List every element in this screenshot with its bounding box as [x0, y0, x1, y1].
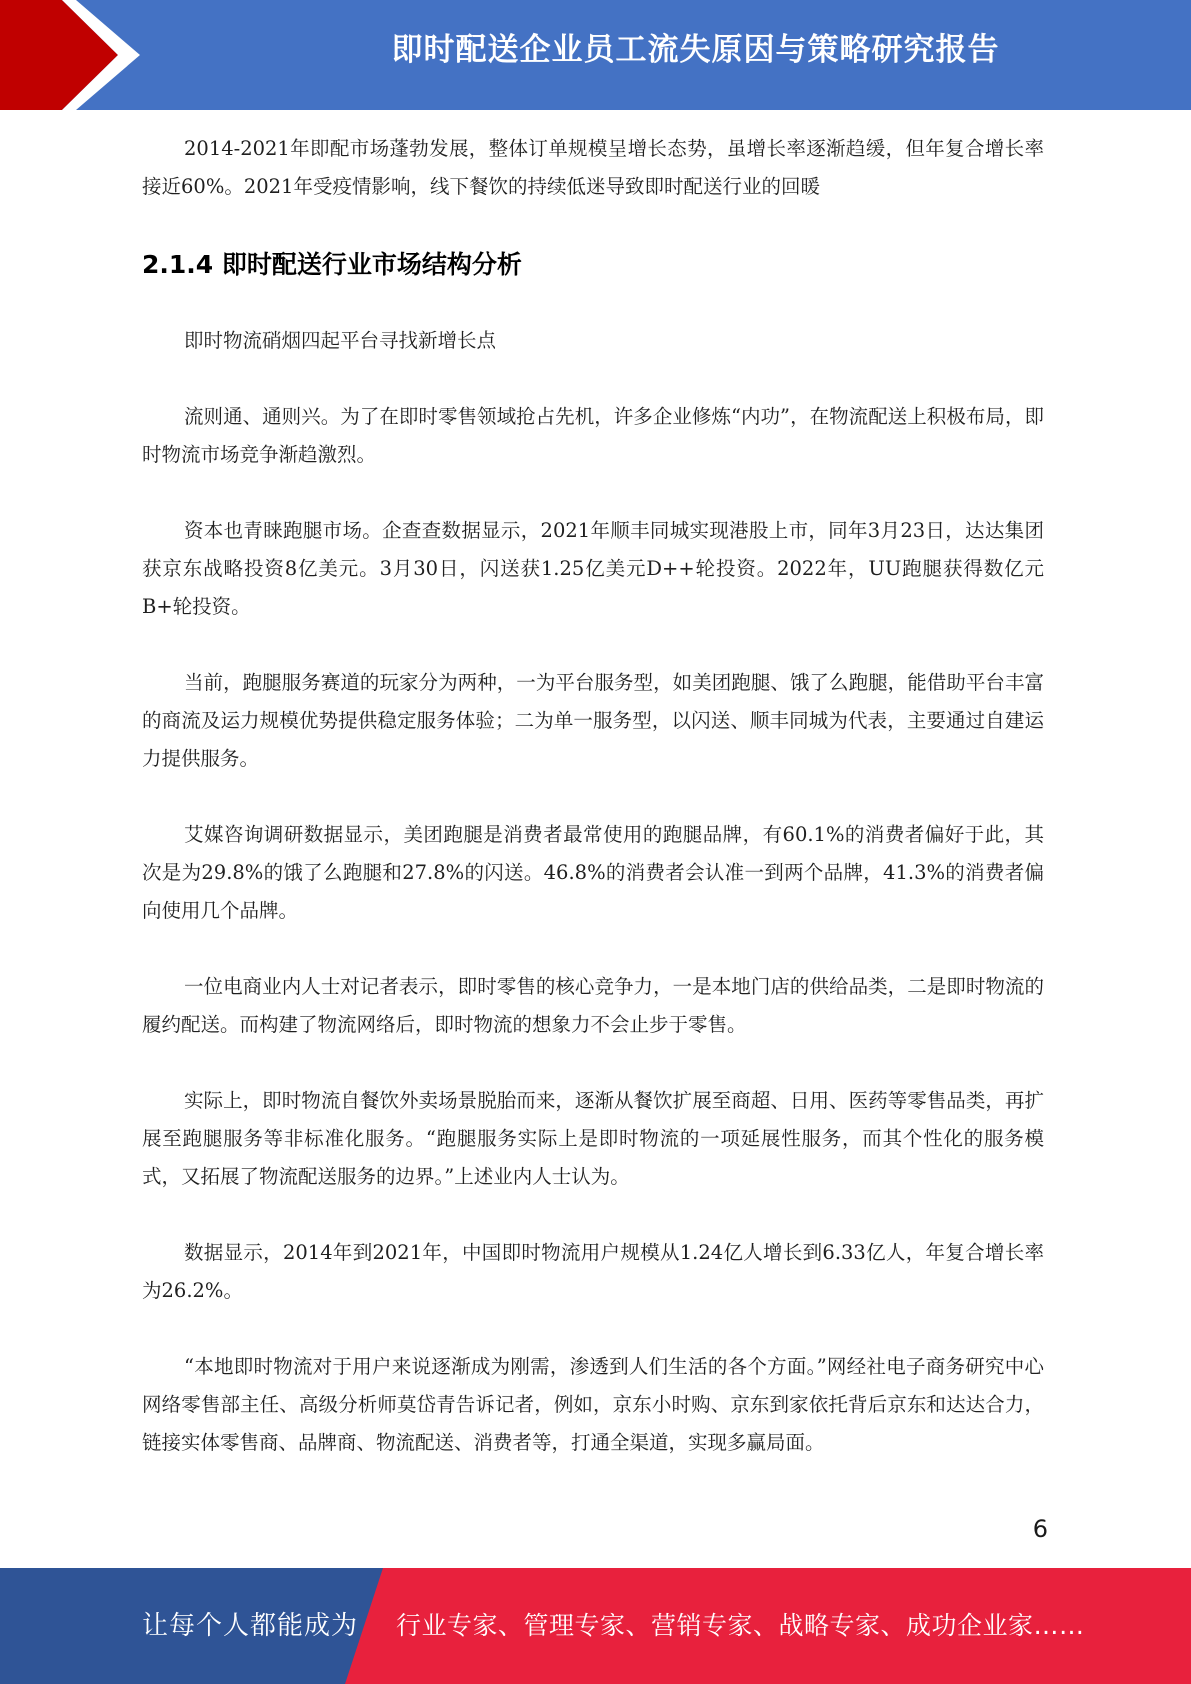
document-body: [142, 130, 1044, 1462]
header-banner: [0, 0, 1191, 110]
header-chevron-graphic: [0, 0, 160, 110]
paragraph: 资本也青睐跑腿市场。企查查数据显示，2021年顺丰同城实现港股上市，同年3月23日，达达集团获京东战略投资8亿美元。3月30日，闪送获1.25亿美元D++轮投资。2022年，UU跑腿获得数亿元B+轮投资。: [142, 519, 1044, 618]
paragraph: 当前，跑腿服务赛道的玩家分为两种，一为平台服务型，如美团跑腿、饿了么跑腿，能借助平台丰富的商流及运力规模优势提供稳定服务体验；二为单一服务型，以闪送、顺丰同城为代表，主要通过自建运力提供服务。: [142, 671, 1044, 770]
paragraph: 一位电商业内人士对记者表示，即时零售的核心竞争力，一是本地门店的供给品类，二是即时物流的履约配送。而构建了物流网络后，即时物流的想象力不会止步于零售。: [142, 975, 1044, 1036]
footer-banner: [0, 1568, 1191, 1684]
paragraph: 艾媒咨询调研数据显示，美团跑腿是消费者最常使用的跑腿品牌，有60.1%的消费者偏好于此，其次是为29.8%的饿了么跑腿和27.8%的闪送。46.8%的消费者会认准一到两个品牌，41.3%的消费者偏向使用几个品牌。: [142, 823, 1044, 922]
section-heading: 2.1.4 即时配送行业市场结构分析: [142, 250, 522, 279]
paragraph: 实际上，即时物流自餐饮外卖场景脱胎而来，逐渐从餐饮扩展至商超、日用、医药等零售品类，再扩展至跑腿服务等非标准化服务。“跑腿服务实际上是即时物流的一项延展性服务，而其个性化的服务模式，又拓展了物流配送服务的边界。”上述业内人士认为。: [142, 1089, 1044, 1188]
paragraph-subtitle: 即时物流硝烟四起平台寻找新增长点: [184, 329, 497, 352]
page-number: 6: [1032, 1515, 1048, 1543]
intro-paragraph: 2014-2021年即配市场蓬勃发展，整体订单规模呈增长态势，虽增长率逐渐趋缓，但年复合增长率接近60%。2021年受疫情影响，线下餐饮的持续低迷导致即时配送行业的回暖: [142, 137, 1044, 198]
paragraph: 流则通、通则兴。为了在即时零售领域抢占先机，许多企业修炼“内功”，在物流配送上积极布局，即时物流市场竞争渐趋激烈。: [142, 405, 1044, 466]
footer-slogan-right: 行业专家、管理专家、营销专家、战略专家、成功企业家……: [396, 1611, 1085, 1640]
chevron-red-shape: [0, 0, 118, 110]
paragraph: 数据显示，2014年到2021年，中国即时物流用户规模从1.24亿人增长到6.33亿人，年复合增长率为26.2%。: [142, 1241, 1044, 1302]
footer-slogan-left: 让每个人都能成为: [142, 1611, 359, 1641]
paragraph: “本地即时物流对于用户来说逐渐成为刚需，渗透到人们生活的各个方面。”网经社电子商务研究中心网络零售部主任、高级分析师莫岱青告诉记者，例如，京东小时购、京东到家依托背后京东和达达合力，链接实体零售商、品牌商、物流配送、消费者等，打通全渠道，实现多赢局面。: [142, 1355, 1044, 1454]
document-title: 即时配送企业员工流失原因与策略研究报告: [391, 32, 1000, 68]
